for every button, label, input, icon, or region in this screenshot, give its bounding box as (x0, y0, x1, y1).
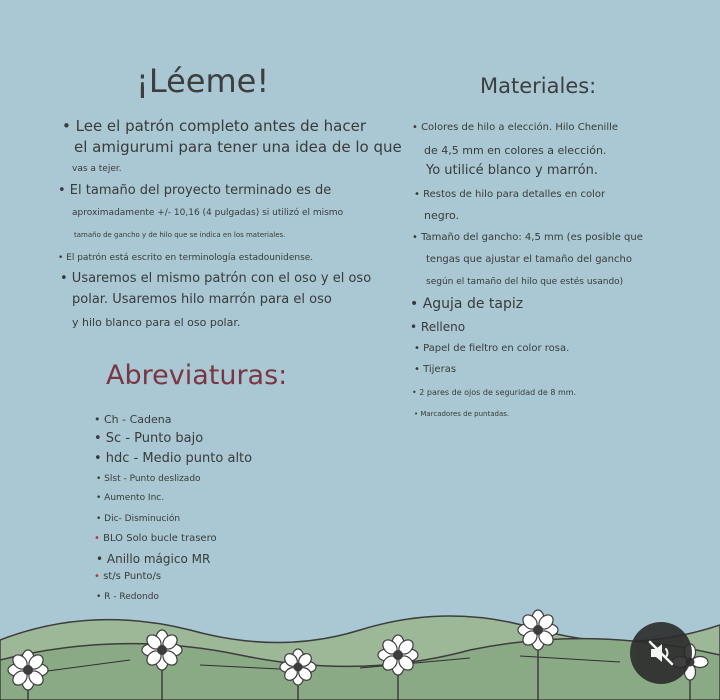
leeme-line-1: • Lee el patrón completo antes de hacer (62, 117, 367, 135)
abrev-line-7 (94, 533, 217, 544)
materiales-line-14: • Marcadores de puntadas. (414, 410, 510, 418)
materiales-line-8: según el tamaño del hilo que estés usando) (426, 277, 624, 287)
abrev-line-1: • Ch - Cadena (94, 413, 172, 426)
leeme-line-7: • El patrón está escrito en terminología estadounidense. (58, 253, 314, 263)
abrev-line-5: • Aumento Inc. (96, 493, 165, 503)
materiales-line-13: • 2 pares de ojos de seguridad de 8 mm. (412, 388, 577, 397)
abrev-line-9 (94, 571, 161, 582)
leeme-title: ¡Léeme! (136, 62, 270, 100)
leeme-line-2: el amigurumi para tener una idea de lo que (74, 138, 402, 156)
abrev-line-6: • Dic- Disminución (96, 514, 181, 524)
materiales-line-10: • Relleno (410, 320, 466, 334)
leeme-line-4: • El tamaño del proyecto terminado es de (58, 183, 332, 198)
leeme-line-5: aproximadamente +/- 10,16 (4 pulgadas) si utilizó el mismo (72, 208, 344, 218)
materiales-line-11: • Papel de fieltro en color rosa. (414, 343, 570, 354)
leeme-line-9: polar. Usaremos hilo marrón para el oso (72, 292, 332, 307)
materiales-line-9: • Aguja de tapiz (410, 296, 524, 312)
materiales-line-1: • Colores de hilo a elección. Hilo Chenille (412, 122, 619, 133)
materiales-title: Materiales: (480, 74, 597, 98)
abrev-line-4: • Slst - Punto deslizado (96, 474, 201, 484)
abrev-line-3: • hdc - Medio punto alto (94, 451, 253, 466)
red-bullet-icon: • (94, 533, 100, 544)
abrev-line-10: • R - Redondo (96, 592, 159, 602)
materiales-line-7: tengas que ajustar el tamaño del gancho (426, 254, 632, 265)
leeme-line-6: tamaño de gancho y de hilo que se indica en los materiales. (74, 231, 286, 239)
mute-toggle-button[interactable] (630, 622, 692, 684)
leeme-line-10: y hilo blanco para el oso polar. (72, 316, 241, 329)
materiales-line-12: • Tijeras (414, 364, 457, 375)
materiales-line-5: negro. (424, 209, 460, 222)
materiales-line-3: Yo utilicé blanco y marrón. (426, 163, 599, 178)
materiales-line-6: • Tamaño del gancho: 4,5 mm (es posible que (412, 232, 643, 243)
abrev-line-2: • Sc - Punto bajo (94, 431, 204, 446)
speaker-muted-icon (646, 638, 676, 668)
leeme-line-3: vas a tejer. (72, 164, 122, 174)
hills-landscape-illustration (0, 600, 720, 700)
abrev-line-7-text: BLO Solo bucle trasero (103, 533, 217, 544)
materiales-line-4: • Restos de hilo para detalles en color (414, 189, 606, 200)
abrev-line-9-text: st/s Punto/s (103, 571, 162, 582)
leeme-line-8: • Usaremos el mismo patrón con el oso y el oso (60, 271, 372, 286)
abreviaturas-title: Abreviaturas: (106, 360, 288, 391)
red-bullet-icon: • (94, 571, 100, 582)
abrev-line-8: • Anillo mágico MR (96, 552, 211, 566)
materiales-line-2: de 4,5 mm en colores a elección. (424, 144, 607, 157)
